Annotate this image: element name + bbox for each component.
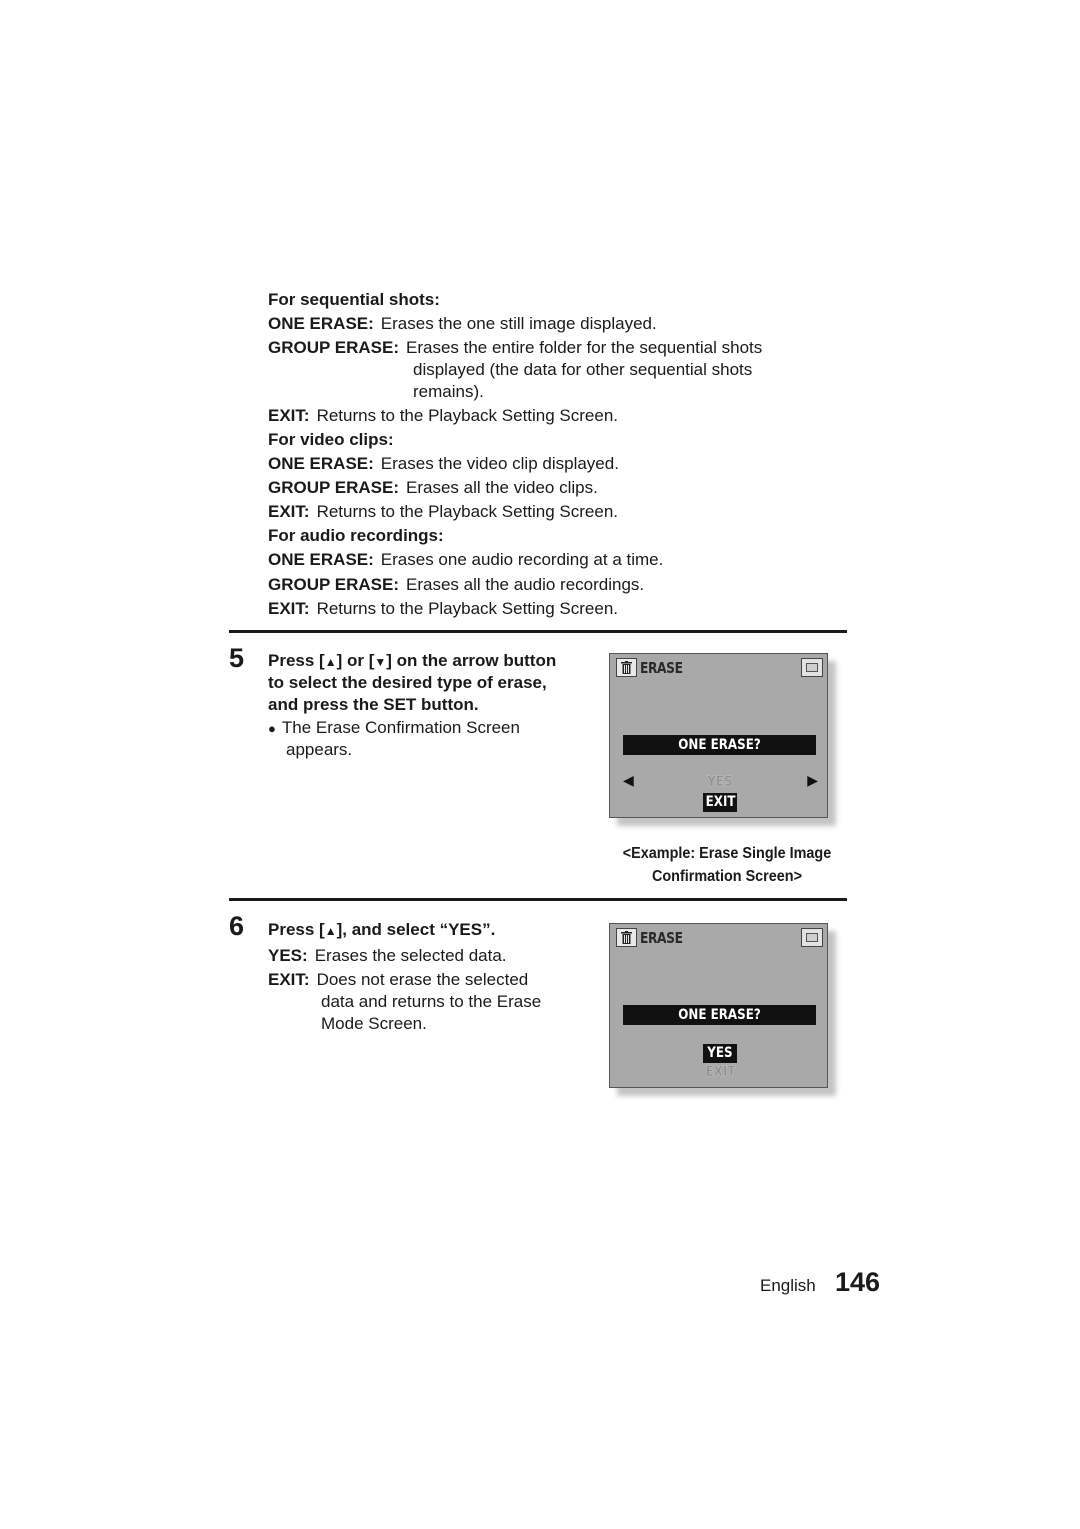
sequential-exit (268, 405, 618, 427)
page-number: 146 (835, 1267, 881, 1297)
group-erase-label: GROUP ERASE: (268, 478, 399, 497)
step-number: 5 (229, 643, 245, 673)
step5-instruction-line3: and press the SET button. (268, 695, 479, 714)
down-triangle-icon: ▼ (374, 655, 387, 669)
group-erase-text: Erases the entire folder for the sequential shots (406, 338, 763, 357)
sequential-one-erase (268, 313, 657, 335)
yes-option[interactable] (703, 773, 737, 792)
exit-label: EXIT: (268, 502, 310, 521)
up-triangle-icon: ▲ (324, 655, 337, 669)
sequential-heading: For sequential shots: (268, 290, 440, 309)
erase-prompt-text: ONE ERASE? (678, 1007, 761, 1023)
yes-label: YES: (268, 946, 308, 965)
group-erase-text: Erases all the audio recordings. (406, 575, 645, 594)
section-divider (229, 898, 847, 901)
option-label: YES (707, 1045, 733, 1061)
step5-instruction-line2: to select the desired type of erase, (268, 673, 547, 692)
step6-instruction (268, 919, 495, 942)
exit-text: Does not erase the selected (316, 970, 529, 989)
group-erase-label: GROUP ERASE: (268, 338, 399, 357)
exit-text: Returns to the Playback Setting Screen. (316, 406, 619, 425)
group-erase-text: Erases all the video clips. (406, 478, 598, 497)
exit-label: EXIT: (268, 970, 310, 989)
erase-confirmation-screen (609, 653, 828, 818)
memory-card-icon (801, 928, 823, 947)
option-label: EXIT (705, 1064, 736, 1080)
screen-caption-line1: <Example: Erase Single Image (622, 845, 832, 862)
group-erase-text-cont: displayed (the data for other sequential shots (413, 360, 753, 379)
one-erase-text: Erases the one still image displayed. (380, 314, 657, 333)
audio-group-erase (268, 574, 644, 596)
left-arrow-icon: ◀ (623, 772, 634, 788)
section-divider (229, 630, 847, 633)
exit-label: EXIT: (268, 599, 310, 618)
footer-language: English (760, 1276, 816, 1295)
screen-caption-line2: Confirmation Screen> (651, 868, 803, 885)
right-arrow-icon: ▶ (807, 772, 818, 788)
up-triangle-icon: ▲ (324, 924, 337, 938)
yes-option[interactable] (703, 1044, 737, 1063)
erase-prompt-bar (623, 1005, 816, 1025)
group-erase-label: GROUP ERASE: (268, 575, 399, 594)
one-erase-label: ONE ERASE: (268, 454, 374, 473)
one-erase-label: ONE ERASE: (268, 550, 374, 569)
trash-icon (616, 658, 637, 677)
memory-card-icon (801, 658, 823, 677)
step6-exit (268, 969, 528, 991)
step-number: 6 (229, 911, 245, 941)
yes-text: Erases the selected data. (314, 946, 507, 965)
instruction-text: ] or [ (336, 651, 375, 670)
video-exit (268, 501, 618, 523)
screen-title: ERASE (640, 929, 683, 947)
video-group-erase (268, 477, 598, 499)
exit-option[interactable] (703, 1063, 737, 1082)
one-erase-text: Erases one audio recording at a time. (380, 550, 664, 569)
erase-prompt-bar (623, 735, 816, 755)
erase-prompt-text: ONE ERASE? (678, 737, 761, 753)
video-heading: For video clips: (268, 430, 394, 449)
exit-text: Returns to the Playback Setting Screen. (316, 599, 619, 618)
erase-confirmation-screen (609, 923, 828, 1088)
exit-text-cont: Mode Screen. (321, 1014, 427, 1033)
instruction-text: ], and select “YES”. (336, 920, 496, 939)
exit-option[interactable] (703, 793, 737, 812)
trash-icon (616, 928, 637, 947)
exit-label: EXIT: (268, 406, 310, 425)
bullet-text-cont: appears. (286, 740, 353, 759)
step5-bullet (268, 717, 520, 740)
step5-instruction-line1 (268, 650, 556, 673)
group-erase-text-cont: remains). (413, 382, 484, 401)
one-erase-label: ONE ERASE: (268, 314, 374, 333)
instruction-text: ] on the arrow button (386, 651, 557, 670)
option-label: YES (707, 774, 733, 790)
audio-exit (268, 598, 618, 620)
instruction-text: Press [ (268, 651, 325, 670)
sequential-group-erase (268, 337, 762, 359)
one-erase-text: Erases the video clip displayed. (380, 454, 619, 473)
exit-text: Returns to the Playback Setting Screen. (316, 502, 619, 521)
bullet-icon: ● (268, 721, 276, 736)
audio-heading: For audio recordings: (268, 526, 444, 545)
bullet-text: The Erase Confirmation Screen (281, 718, 520, 737)
step6-yes (268, 945, 507, 967)
screen-title: ERASE (640, 659, 683, 677)
option-label: EXIT (705, 794, 736, 810)
exit-text-cont: data and returns to the Erase (321, 992, 542, 1011)
instruction-text: Press [ (268, 920, 325, 939)
audio-one-erase (268, 549, 663, 571)
video-one-erase (268, 453, 619, 475)
